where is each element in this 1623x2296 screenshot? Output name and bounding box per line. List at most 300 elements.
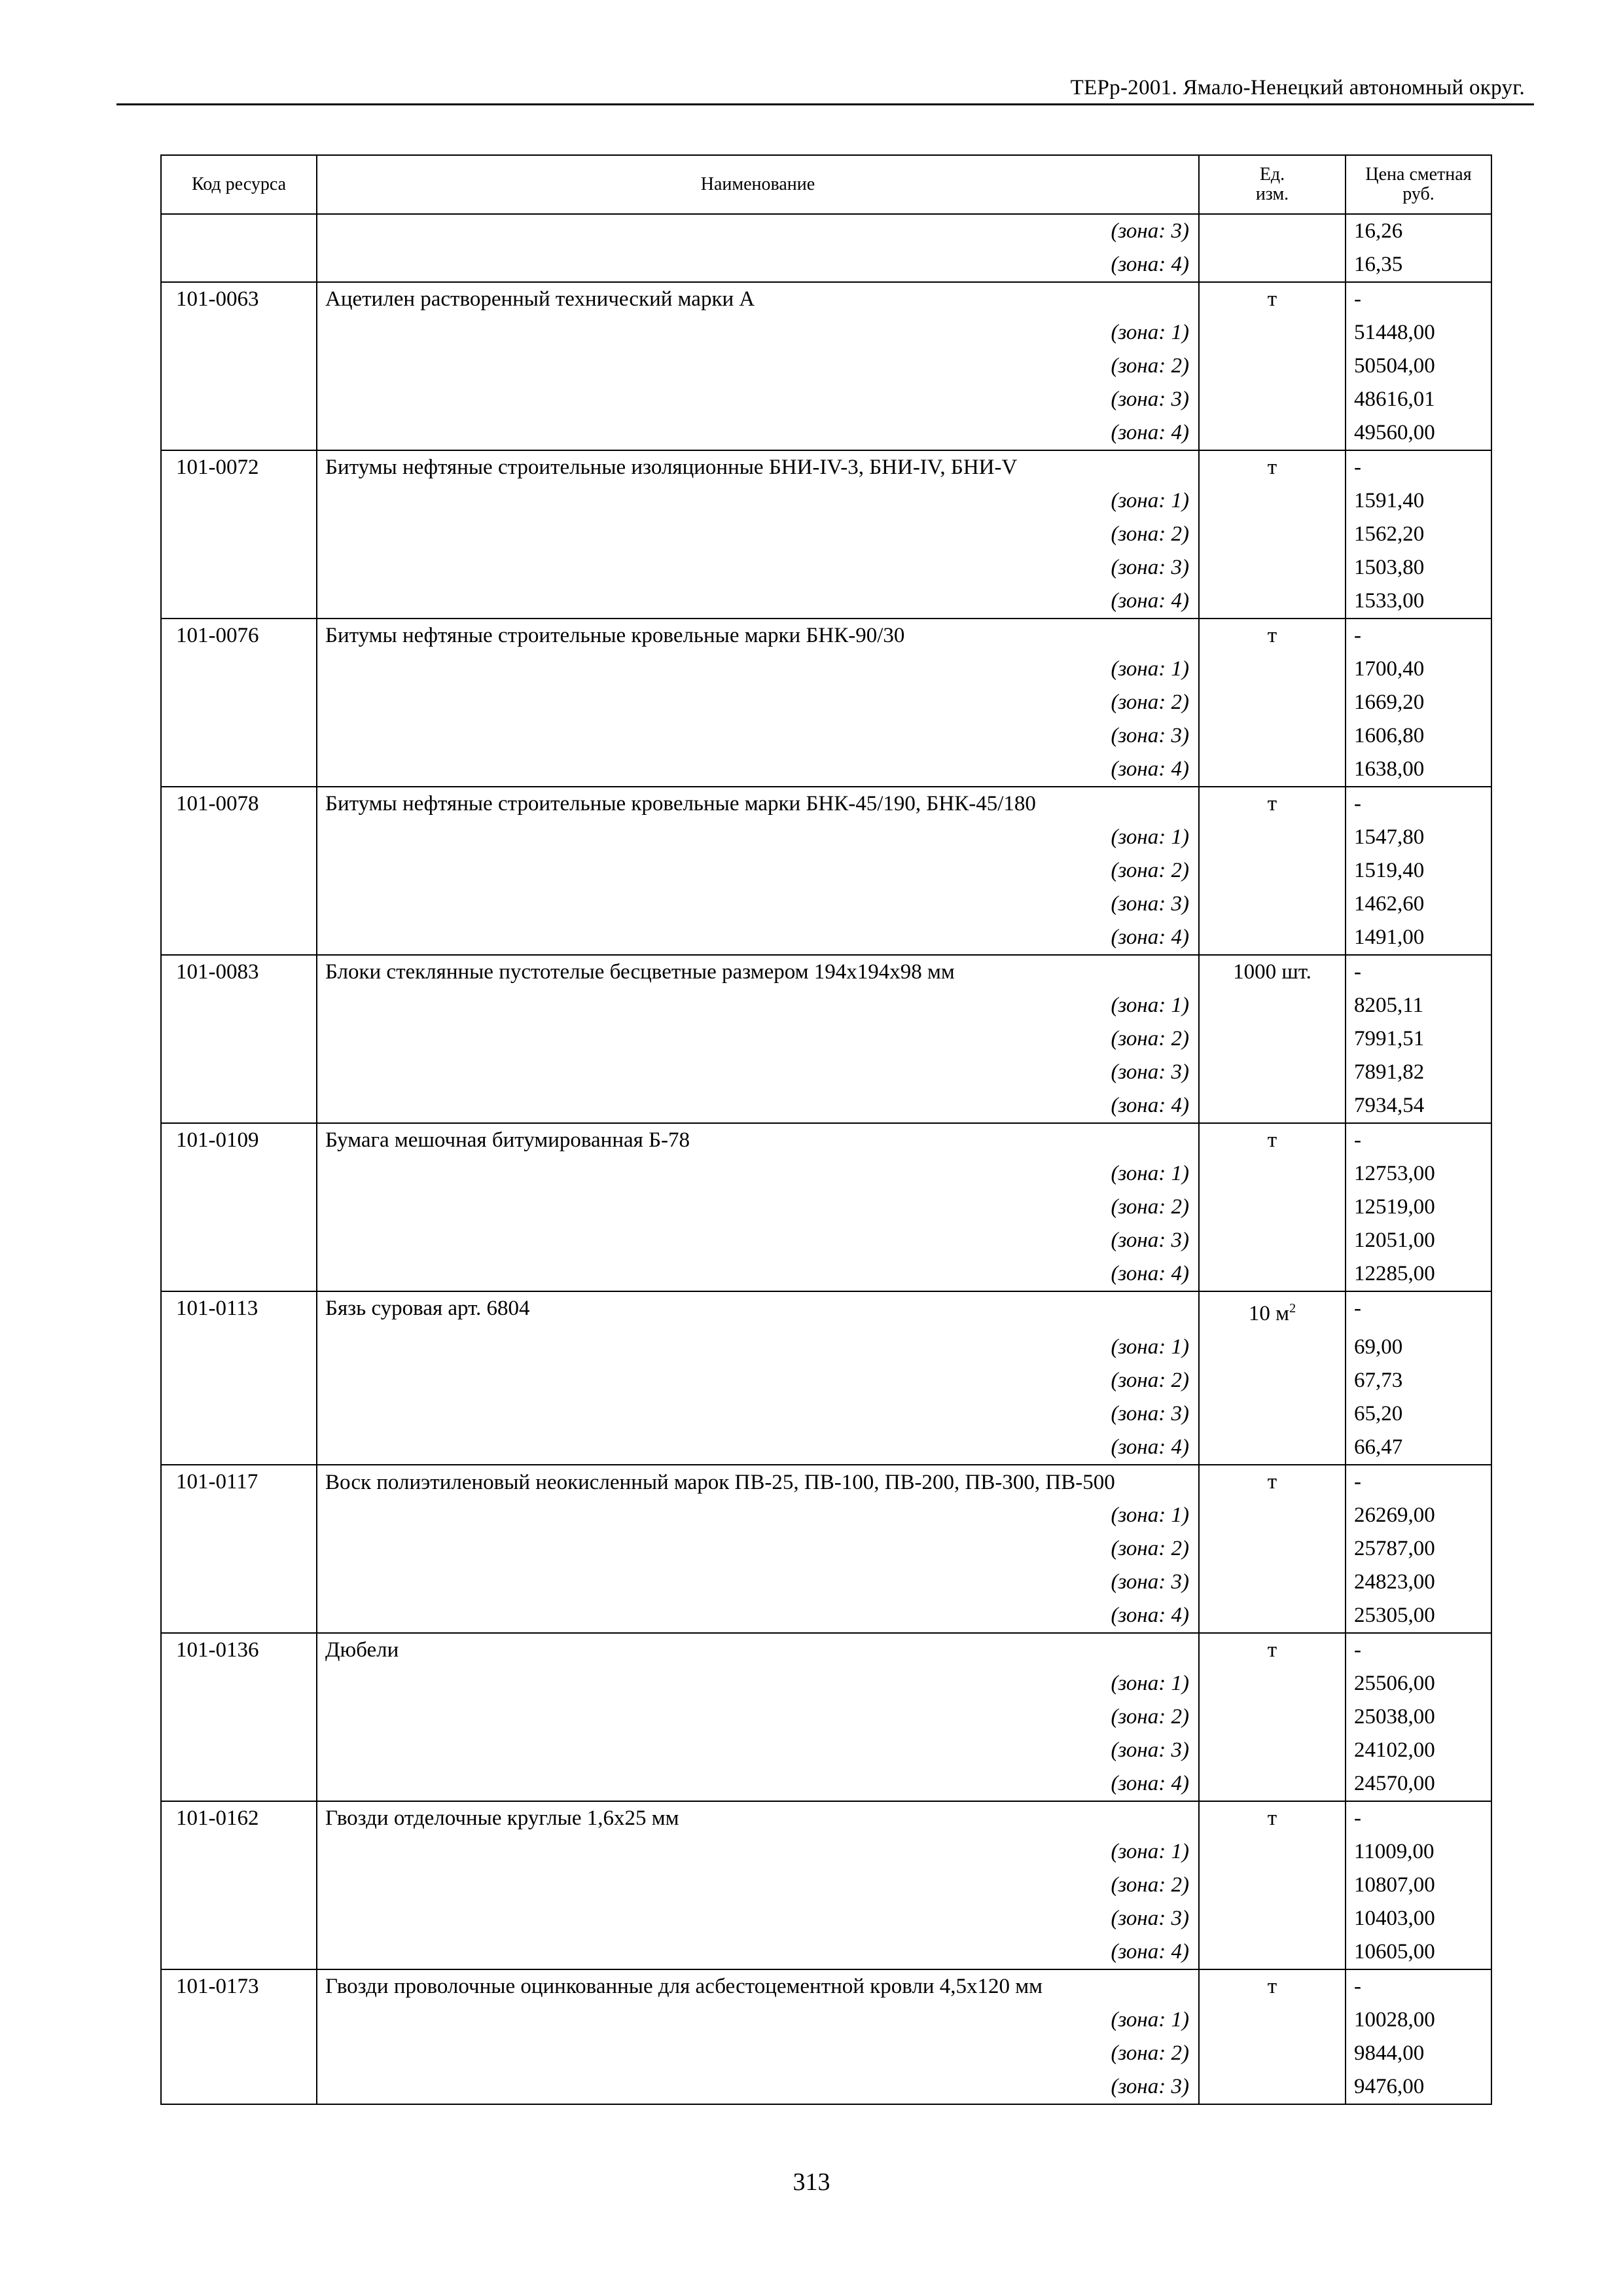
zone-label: (зона: 3) [317, 2070, 1199, 2104]
empty-cell [1199, 248, 1346, 282]
empty-cell [1199, 2070, 1346, 2104]
unit-text: т [1267, 1470, 1277, 1494]
zone-row [161, 316, 1491, 350]
resource-name: Гвозди отделочные круглые 1,6х25 мм [317, 1801, 1199, 1835]
zone-row [161, 1869, 1491, 1902]
running-header [116, 71, 1534, 105]
empty-cell [161, 653, 317, 686]
zone-row [161, 1499, 1491, 1532]
zone-price: 10028,00 [1346, 2003, 1491, 2037]
resource-name: Дюбели [317, 1633, 1199, 1667]
base-price: - [1346, 450, 1491, 484]
empty-cell [161, 416, 317, 450]
unit-header-line1: Ед. [1259, 164, 1285, 185]
empty-cell [161, 1869, 317, 1902]
zone-price: 11009,00 [1346, 1835, 1491, 1869]
zone-row [161, 1191, 1491, 1224]
empty-cell [1199, 888, 1346, 921]
unit-header-line2: изм. [1255, 184, 1289, 204]
empty-cell [161, 1566, 317, 1599]
empty-cell [161, 1191, 317, 1224]
zone-label: (зона: 2) [317, 1869, 1199, 1902]
zone-label: (зона: 2) [317, 854, 1199, 888]
empty-cell [1199, 1331, 1346, 1364]
resource-name: Блоки стеклянные пустотелые бесцветные размером 194х194х98 мм [317, 955, 1199, 989]
zone-row [161, 214, 1491, 248]
page-number: 313 [793, 2168, 830, 2196]
empty-cell [1199, 753, 1346, 787]
zone-price: 69,00 [1346, 1331, 1491, 1364]
empty-cell [161, 989, 317, 1022]
zone-label: (зона: 1) [317, 821, 1199, 854]
empty-cell [1199, 1157, 1346, 1191]
zone-row [161, 686, 1491, 719]
zone-row [161, 1257, 1491, 1291]
zone-price: 1503,80 [1346, 551, 1491, 584]
empty-cell [161, 551, 317, 584]
zone-price: 7891,82 [1346, 1056, 1491, 1089]
zone-price: 67,73 [1346, 1364, 1491, 1397]
table-row [161, 1123, 1491, 1157]
base-price: - [1346, 1801, 1491, 1835]
empty-cell [1199, 518, 1346, 551]
resource-code: 101-0109 [161, 1123, 317, 1157]
unit-text: т [1267, 456, 1277, 479]
resource-code: 101-0078 [161, 787, 317, 821]
zone-label: (зона: 2) [317, 686, 1199, 719]
base-price: - [1346, 1123, 1491, 1157]
zone-price: 25506,00 [1346, 1667, 1491, 1700]
resource-code: 101-0076 [161, 619, 317, 653]
zone-row [161, 1364, 1491, 1397]
empty-cell [1199, 1835, 1346, 1869]
zone-label: (зона: 2) [317, 518, 1199, 551]
empty-cell [161, 1835, 317, 1869]
zone-label: (зона: 2) [317, 1700, 1199, 1734]
table-row [161, 1465, 1491, 1499]
zone-label: (зона: 1) [317, 653, 1199, 686]
empty-cell [161, 1257, 317, 1291]
zone-row [161, 383, 1491, 416]
empty-cell [161, 2003, 317, 2037]
table-body [161, 214, 1491, 2104]
unit-of-measure [1199, 450, 1346, 484]
zone-price: 1669,20 [1346, 686, 1491, 719]
empty-cell [161, 1397, 317, 1431]
zone-row [161, 1767, 1491, 1801]
zone-label: (зона: 4) [317, 416, 1199, 450]
resource-code: 101-0063 [161, 282, 317, 316]
empty-cell [161, 248, 317, 282]
resource-code: 101-0173 [161, 1969, 317, 2003]
zone-row [161, 1397, 1491, 1431]
zone-price: 25038,00 [1346, 1700, 1491, 1734]
unit-text: т [1267, 792, 1277, 816]
zone-label: (зона: 2) [317, 2037, 1199, 2070]
zone-row [161, 416, 1491, 450]
table-row [161, 787, 1491, 821]
empty-cell [161, 1224, 317, 1257]
unit-of-measure [1199, 1123, 1346, 1157]
zone-row [161, 753, 1491, 787]
resource-code: 101-0083 [161, 955, 317, 989]
empty-cell [1199, 921, 1346, 955]
zone-price: 1462,60 [1346, 888, 1491, 921]
resource-code: 101-0136 [161, 1633, 317, 1667]
zone-label: (зона: 4) [317, 248, 1199, 282]
zone-label: (зона: 3) [317, 1566, 1199, 1599]
document-title: ТЕРр-2001. Ямало-Ненецкий автономный округ. [1070, 76, 1525, 99]
zone-price: 25305,00 [1346, 1599, 1491, 1633]
empty-cell [1199, 551, 1346, 584]
base-price: - [1346, 1969, 1491, 2003]
zone-label: (зона: 2) [317, 1532, 1199, 1566]
zone-label: (зона: 3) [317, 1224, 1199, 1257]
zone-row [161, 1056, 1491, 1089]
resource-code: 101-0113 [161, 1291, 317, 1331]
zone-label: (зона: 3) [317, 719, 1199, 753]
table-row [161, 1633, 1491, 1667]
zone-row [161, 1835, 1491, 1869]
empty-cell [161, 1767, 317, 1801]
empty-cell [161, 1700, 317, 1734]
zone-row [161, 653, 1491, 686]
empty-cell [161, 383, 317, 416]
empty-cell [1199, 416, 1346, 450]
zone-price: 10807,00 [1346, 1869, 1491, 1902]
base-price: - [1346, 787, 1491, 821]
unit-of-measure [1199, 282, 1346, 316]
empty-cell [1199, 1022, 1346, 1056]
empty-cell [1199, 316, 1346, 350]
empty-cell [1199, 1257, 1346, 1291]
table-row [161, 619, 1491, 653]
empty-cell [161, 1667, 317, 1700]
empty-cell [161, 1089, 317, 1123]
resource-code: 101-0117 [161, 1465, 317, 1499]
empty-cell [1199, 484, 1346, 518]
empty-cell [1199, 1191, 1346, 1224]
zone-price: 1591,40 [1346, 484, 1491, 518]
empty-cell [1199, 1499, 1346, 1532]
unit-of-measure [1199, 1969, 1346, 2003]
table-row [161, 1291, 1491, 1331]
zone-row [161, 989, 1491, 1022]
zone-label: (зона: 1) [317, 1667, 1199, 1700]
zone-row [161, 1089, 1491, 1123]
zone-price: 1533,00 [1346, 584, 1491, 619]
unit-text: 10 м [1248, 1302, 1290, 1325]
zone-price: 66,47 [1346, 1431, 1491, 1465]
zone-row [161, 551, 1491, 584]
empty-cell [1199, 821, 1346, 854]
empty-cell [161, 753, 317, 787]
zone-label: (зона: 1) [317, 989, 1199, 1022]
base-price: - [1346, 1633, 1491, 1667]
zone-row [161, 1935, 1491, 1969]
empty-cell [1199, 1431, 1346, 1465]
zone-label: (зона: 3) [317, 214, 1199, 248]
column-header-code: Код ресурса [161, 155, 317, 214]
zone-label: (зона: 1) [317, 316, 1199, 350]
empty-cell [1199, 1224, 1346, 1257]
zone-price: 12285,00 [1346, 1257, 1491, 1291]
empty-cell [1199, 1089, 1346, 1123]
empty-cell [161, 1364, 317, 1397]
unit-of-measure [1199, 1801, 1346, 1835]
resource-name: Воск полиэтиленовый неокисленный марок ПВ-25, ПВ-100, ПВ-200, ПВ-300, ПВ-500 [317, 1465, 1199, 1499]
zone-price: 24823,00 [1346, 1566, 1491, 1599]
empty-cell [161, 1532, 317, 1566]
zone-label: (зона: 4) [317, 1431, 1199, 1465]
zone-label: (зона: 1) [317, 484, 1199, 518]
empty-cell [1199, 1667, 1346, 1700]
empty-cell [161, 2037, 317, 2070]
zone-price: 1491,00 [1346, 921, 1491, 955]
zone-row [161, 1700, 1491, 1734]
column-header-name: Наименование [317, 155, 1199, 214]
empty-cell [1199, 350, 1346, 383]
empty-cell [1199, 1364, 1346, 1397]
empty-cell [161, 1331, 317, 1364]
empty-cell [161, 1902, 317, 1935]
unit-of-measure [1199, 955, 1346, 989]
zone-label: (зона: 4) [317, 1257, 1199, 1291]
zone-row [161, 584, 1491, 619]
zone-price: 26269,00 [1346, 1499, 1491, 1532]
table-row [161, 1801, 1491, 1835]
zone-row [161, 2037, 1491, 2070]
empty-cell [161, 1157, 317, 1191]
zone-row [161, 1431, 1491, 1465]
empty-cell [161, 921, 317, 955]
price-header-line2: руб. [1402, 184, 1435, 204]
resource-code: 101-0072 [161, 450, 317, 484]
empty-cell [1199, 1566, 1346, 1599]
unit-of-measure [1199, 1633, 1346, 1667]
zone-row [161, 2003, 1491, 2037]
resource-name: Бумага мешочная битумированная Б-78 [317, 1123, 1199, 1157]
zone-price: 49560,00 [1346, 416, 1491, 450]
table-header [161, 155, 1491, 214]
unit-of-measure [1199, 787, 1346, 821]
empty-cell [161, 350, 317, 383]
unit-of-measure [1199, 1291, 1346, 1331]
zone-row [161, 518, 1491, 551]
zone-label: (зона: 2) [317, 350, 1199, 383]
zone-price: 12051,00 [1346, 1224, 1491, 1257]
empty-cell [1199, 1599, 1346, 1633]
empty-cell [161, 1734, 317, 1767]
zone-row [161, 1224, 1491, 1257]
zone-price: 9844,00 [1346, 2037, 1491, 2070]
base-price: - [1346, 1465, 1491, 1499]
empty-cell [1199, 383, 1346, 416]
empty-cell [1199, 214, 1346, 248]
empty-cell [1199, 2037, 1346, 2070]
zone-label: (зона: 4) [317, 921, 1199, 955]
zone-price: 1606,80 [1346, 719, 1491, 753]
zone-label: (зона: 1) [317, 2003, 1199, 2037]
zone-price: 1562,20 [1346, 518, 1491, 551]
resource-name: Битумы нефтяные строительные изоляционные БНИ-IV-3, БНИ-IV, БНИ-V [317, 450, 1199, 484]
zone-price: 65,20 [1346, 1397, 1491, 1431]
empty-cell [1199, 1734, 1346, 1767]
zone-row [161, 1734, 1491, 1767]
unit-text: т [1267, 1806, 1277, 1830]
zone-price: 12753,00 [1346, 1157, 1491, 1191]
zone-row [161, 854, 1491, 888]
empty-cell [161, 821, 317, 854]
zone-price: 1519,40 [1346, 854, 1491, 888]
zone-price: 10403,00 [1346, 1902, 1491, 1935]
zone-row [161, 248, 1491, 282]
empty-cell [161, 214, 317, 248]
zone-price: 9476,00 [1346, 2070, 1491, 2104]
column-header-price [1346, 155, 1491, 214]
empty-cell [1199, 1056, 1346, 1089]
zone-row [161, 2070, 1491, 2104]
empty-cell [161, 686, 317, 719]
zone-price: 51448,00 [1346, 316, 1491, 350]
empty-cell [161, 1499, 317, 1532]
zone-label: (зона: 1) [317, 1499, 1199, 1532]
zone-label: (зона: 1) [317, 1835, 1199, 1869]
empty-cell [1199, 584, 1346, 619]
empty-cell [161, 518, 317, 551]
empty-cell [161, 719, 317, 753]
resource-name: Битумы нефтяные строительные кровельные марки БНК-90/30 [317, 619, 1199, 653]
zone-price: 16,26 [1346, 214, 1491, 248]
empty-cell [161, 316, 317, 350]
zone-price: 48616,01 [1346, 383, 1491, 416]
zone-label: (зона: 3) [317, 551, 1199, 584]
zone-label: (зона: 1) [317, 1157, 1199, 1191]
empty-cell [1199, 1767, 1346, 1801]
empty-cell [1199, 1700, 1346, 1734]
unit-text: т [1267, 1975, 1277, 1998]
unit-text: т [1267, 1128, 1277, 1152]
unit-text: 1000 шт. [1233, 960, 1311, 984]
zone-label: (зона: 4) [317, 1089, 1199, 1123]
unit-of-measure [1199, 619, 1346, 653]
table-row [161, 1969, 1491, 2003]
zone-label: (зона: 1) [317, 1331, 1199, 1364]
zone-label: (зона: 2) [317, 1191, 1199, 1224]
empty-cell [161, 2070, 317, 2104]
zone-label: (зона: 2) [317, 1364, 1199, 1397]
empty-cell [161, 1022, 317, 1056]
table-row [161, 450, 1491, 484]
empty-cell [1199, 854, 1346, 888]
zone-price: 8205,11 [1346, 989, 1491, 1022]
zone-label: (зона: 3) [317, 1902, 1199, 1935]
zone-row [161, 1566, 1491, 1599]
base-price: - [1346, 619, 1491, 653]
price-header-line1: Цена сметная [1365, 164, 1472, 185]
resource-name: Бязь суровая арт. 6804 [317, 1291, 1199, 1331]
empty-cell [161, 1431, 317, 1465]
zone-row [161, 921, 1491, 955]
zone-label: (зона: 3) [317, 888, 1199, 921]
column-header-unit [1199, 155, 1346, 214]
zone-price: 24102,00 [1346, 1734, 1491, 1767]
resource-name: Битумы нефтяные строительные кровельные марки БНК-45/190, БНК-45/180 [317, 787, 1199, 821]
empty-cell [1199, 1902, 1346, 1935]
empty-cell [161, 1935, 317, 1969]
zone-price: 1547,80 [1346, 821, 1491, 854]
zone-price: 16,35 [1346, 248, 1491, 282]
zone-label: (зона: 4) [317, 753, 1199, 787]
empty-cell [1199, 2003, 1346, 2037]
empty-cell [1199, 686, 1346, 719]
resource-name: Гвозди проволочные оцинкованные для асбестоцементной кровли 4,5х120 мм [317, 1969, 1199, 2003]
zone-price: 1638,00 [1346, 753, 1491, 787]
zone-row [161, 1331, 1491, 1364]
table-row [161, 955, 1491, 989]
unit-superscript: 2 [1289, 1301, 1296, 1316]
zone-row [161, 821, 1491, 854]
zone-row [161, 1022, 1491, 1056]
empty-cell [161, 584, 317, 619]
empty-cell [161, 854, 317, 888]
zone-row [161, 1667, 1491, 1700]
unit-of-measure [1199, 1465, 1346, 1499]
empty-cell [161, 1599, 317, 1633]
empty-cell [1199, 1869, 1346, 1902]
zone-label: (зона: 4) [317, 584, 1199, 619]
zone-label: (зона: 3) [317, 1734, 1199, 1767]
zone-label: (зона: 4) [317, 1935, 1199, 1969]
empty-cell [1199, 653, 1346, 686]
price-table [160, 154, 1492, 2105]
zone-row [161, 484, 1491, 518]
zone-row [161, 1157, 1491, 1191]
zone-label: (зона: 3) [317, 1056, 1199, 1089]
empty-cell [161, 484, 317, 518]
empty-cell [1199, 1532, 1346, 1566]
zone-price: 25787,00 [1346, 1532, 1491, 1566]
empty-cell [161, 1056, 317, 1089]
empty-cell [1199, 719, 1346, 753]
base-price: - [1346, 955, 1491, 989]
zone-label: (зона: 4) [317, 1767, 1199, 1801]
zone-price: 7991,51 [1346, 1022, 1491, 1056]
zone-price: 24570,00 [1346, 1767, 1491, 1801]
zone-price: 7934,54 [1346, 1089, 1491, 1123]
zone-price: 50504,00 [1346, 350, 1491, 383]
zone-row [161, 1532, 1491, 1566]
base-price: - [1346, 282, 1491, 316]
zone-price: 12519,00 [1346, 1191, 1491, 1224]
resource-name: Ацетилен растворенный технический марки А [317, 282, 1199, 316]
zone-label: (зона: 2) [317, 1022, 1199, 1056]
zone-row [161, 1599, 1491, 1633]
zone-price: 1700,40 [1346, 653, 1491, 686]
base-price: - [1346, 1291, 1491, 1331]
zone-row [161, 719, 1491, 753]
empty-cell [1199, 1935, 1346, 1969]
zone-price: 10605,00 [1346, 1935, 1491, 1969]
zone-row [161, 1902, 1491, 1935]
unit-text: т [1267, 1638, 1277, 1662]
resource-code: 101-0162 [161, 1801, 317, 1835]
zone-row [161, 350, 1491, 383]
zone-label: (зона: 3) [317, 1397, 1199, 1431]
zone-label: (зона: 3) [317, 383, 1199, 416]
table-row [161, 282, 1491, 316]
empty-cell [161, 888, 317, 921]
